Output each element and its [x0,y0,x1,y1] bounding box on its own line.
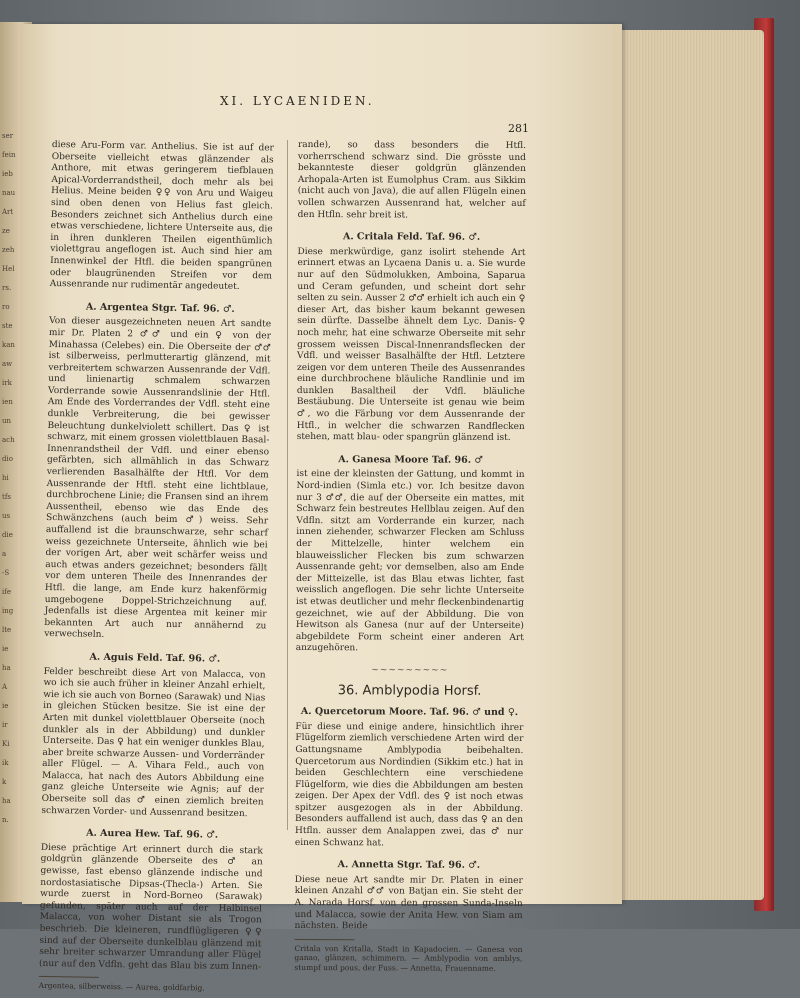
left-page-text-fragment: lte [2,626,12,634]
paragraph: diese Aru-Form var. Anthelius. Sie ist auf der Oberseite vielleicht etwas glänzender als Anthore, mit etwas geringerem tiefblauen Apical-Vorderrandstheil, doch mehr als bei Helius. Meine beiden ♀♀ von Aru und Waigeu sind oben denen von Helius fast gleich. Besonders zeichnet sich Anthelius durch eine etwas verschiedene, lichtere Unterseite aus, die in ihren dunkleren Theilen eigenthümlich violettgrau angeflogen ist. Auch sind hier am Innenwinkel der Htfl. die beiden spangrünen oder blaugrünenden Streifen vor dem Aussenrande nur rudimentär angedeutet. [49,140,274,293]
species-heading: A. Critala Feld. Taf. 96. ♂. [342,231,481,243]
column-divider [287,140,288,830]
left-page-text-fragment: ieb [2,170,13,178]
genus-heading: 36. Amblypodia Horsf. [337,682,482,699]
left-page-text-fragment: ie [2,645,9,653]
species-heading: A. Aurea Hew. Taf. 96. ♂. [86,827,219,841]
left-page-text-fragment: us [2,512,11,520]
right-column [294,140,526,977]
paragraph: rande), so dass besonders die Htfl. vorherrschend schwarz sind. Die grösste und bekannteste dieser goldgrün glänzenden Arhopala-Arten ist Eumolphus Cram. aus Sikkim (nicht auch von Java), die auf allen Flügeln einen vollen schwarzen Aussenrand hat, welcher auf den Htfln. sehr breit ist. [297,140,526,221]
paragraph: Diese prächtige Art erinnert durch die stark goldgrün glänzende Oberseite des ♂ an gewisse, fast ebenso glänzende indische und nordostasiatische Dipsas-(Thecla-) Arten. Sie wurde zuerst in Nord-Borneo (Sarawak) gefunden, später auch auf der Halbinsel Malacca, von woher Distant sie als Trogon beschrieb. Die kleineren, rundflügligeren ♀♀ sind auf der Oberseite dunkelblau glänzend mit sehr breiter schwarzer Umrandung aller Flügel (nur auf den Vdfln. geht das Blau bis zum Innen- [38,842,263,973]
footnote: Argentea, silberweiss. — Aurea, goldfarbig. [38,981,205,993]
left-page-text-fragment: ife [2,588,11,596]
paragraph: Für diese und einige andere, hinsichtlich ihrer Flügelform ziemlich verschiedene Arten wird der Gattungsname Amblypodia beibehalten. Quercetorum aus Nordindien (Sikkim etc.) hat in beiden Geschlechtern eine verschiedene Flügelform, wie dies die Abbildungen am besten zeigen. Der Apex der Vdfl. des ♀ ist noch etwas spitzer ausgezogen als in der Abbildung. Besonders auffallend ist auch, dass das ♀ an den Htfln. ausser dem Analappen zwei, das ♂ nur einen Schwanz hat. [294,721,524,849]
paragraph: Von dieser ausgezeichneten neuen Art sandte mir Dr. Platen 2 ♂♂ und ein ♀ von der Minahassa (Celebes) ein. Die Oberseite der ♂♂ ist silberweiss, perlmutterartig glänzend, mit verbreitertem schwarzen Aussenrande der Vdfl. und linienartig schmalem schwarzen Vorderrande sowie Aussenrandslinie der Htfl. Am Ende des Vorderrandes der Vdfl. steht eine dunkle Verbreiterung, die bei gewisser Beleuchtung dunkelviolett schillert. Das ♀ ist schwarz, mit einem grossen violettblauen Basal-Innenrandstheil der Vdfl. und einer ebenso gefärbten, sich allmählich in das Schwarz verlierenden Basalhälfte der Htfl. Vor dem Aussenrande der Htfl. steht eine lichtblaue, durchbrochene Linie; die Fransen sind an ihrem Aussentheil, ebenso wie das Ende des Schwänzchens (auch beim ♂) weiss. Sehr auffallend ist die braunschwarze, sehr scharf weiss gezeichnete Unterseite, ähnlich wie bei der vorigen Art, aber weit schärfer weiss und auch etwas anders gezeichnet; besonders fällt vor dem unteren Theile des Innenrandes der Htfl. die lange, am Ende kurz hakenförmig umgebogene Doppel-Strichzeichnung auf. Jedenfalls ist diese Argentea mit keiner mir bekannten Art auch nur annähernd zu verwechseln. [44,316,272,641]
left-page-text-fragment: -S [2,569,10,577]
left-column [39,140,274,998]
footnote-rule [39,976,99,978]
species-heading: A. Argentea Stgr. Taf. 96. ♂. [85,301,235,315]
left-page-text-fragment: aw [2,360,13,368]
left-page-text-fragment: ha [2,664,11,672]
paragraph: ist eine der kleinsten der Gattung, und kommt in Nord-indien (Simla etc.) vor. Ich besitze davon nur 3 ♂♂, die auf der Oberseite ein mattes, mit Schwarz fein bestreutes Hellblau zeigen. Auf den Vdfln. sitzt am Vorderrande ein kurzer, nach innen ziehender, schwarzer Flecken am Schluss der Mittelzelle, hinter welchem ein blauweisslicher Flecken bis zum schwarzen Aussenrande geht; vor demselben, also am Ende der Mitteizelle, ist das Blau etwas lichter, fast weisslich angeflogen. Die sehr lichte Unterseite ist etwas deutlicher und mehr fleckenbindenartig gezeichnet, wie auf der Abbildung. Die von Hewitson als Ganesa (nur auf der Unterseite) abgebildete Form scheint einer anderen Art anzugehören. [295,469,525,654]
left-page-text-fragment: n. [2,816,9,824]
paragraph: Diese merkwürdige, ganz isolirt stehende Art erinnert etwas an Lycaena Danis u. a. Sie wurde nur auf den Südmolukken, Amboina, Saparua und Ceram gefunden, und scheint dort sehr selten zu sein. Ausser 2 ♂♂ erhielt ich auch ein ♀ dieser Art, das bisher kaum bekannt gewesen sein dürfte. Dasselbe ähnelt dem Lyc. Danis-♀ noch mehr, hat eine schwarze Oberseite mit sehr grossem weissen Discal-Innenrandsflecken der Vdfl. und weisser Basalhälfte der Htfl. Letztere zeigen vor dem unteren Theile des Aussenrandes eine durchbrochene bläuliche Randlinie und im dunklen Basaltheil der Vdfl. bläuliche Bestäubung. Die Unterseite ist genau wie beim ♂, wo die Färbung vor dem Aussenrande der Htfl., in welcher die schwarzen Randflecken stehen, matt blau- oder spangrün glänzend ist. [296,246,526,444]
left-page-text-fragment: k [2,778,7,786]
footnote: Critala von Kritalla, Stadt in Kapadocien. — Ganesa von ganao, glänzen, schimmern. — Amblypodia von amblys, stumpf und pous, der Fuss. — Annetta, Frauenname. [294,943,523,973]
left-page-text-fragment: ir [2,721,8,729]
left-page-text-fragment: Art [2,208,14,216]
left-page-text-fragment: ing [2,607,14,615]
left-page-text-fragment: rs. [2,284,12,292]
left-page-text-fragment: nau [2,189,16,197]
page-stack [612,30,764,900]
left-page-text-fragment: ie [2,702,9,710]
species-heading: A. Annetta Stgr. Taf. 96. ♂. [337,859,481,872]
left-page-text-fragment: die [2,531,13,539]
footnote-rule [295,939,355,940]
left-page-text-fragment: ach [2,436,15,444]
left-page-text-fragment: ser [2,132,14,140]
paragraph: Diese neue Art sandte mir Dr. Platen in einer kleinen Anzahl ♂♂ von Batjan ein. Sie steht der A. Narada Horsf. von den grossen Sunda-Inseln und Malacca, sowie der Anita Hew. von Siam am nächsten. Beide [294,874,523,932]
left-page-text-fragment: tfs [2,493,11,501]
left-page-text-fragment: Hel [2,265,15,273]
species-heading: A. Quercetorum Moore. Taf. 96. ♂ und ♀. [300,706,519,719]
left-page-text-fragment: fein [2,151,16,159]
species-heading: A. Aguis Feld. Taf. 96. ♂. [89,651,221,665]
section-ornament: ~~~~~~~~~ [371,665,449,676]
left-page-text-fragment: ik [2,759,9,767]
left-page-text-fragment: hi [2,474,9,482]
paragraph: Felder beschreibt diese Art von Malacca, von wo ich sie auch früher in kleiner Anzahl erhielt, wie ich sie auch von Borneo (Sarawak) und Nias in gleichen Stücken besitze. Sie ist eine der Arten mit dunkel violettblauer Oberseite (noch dunkler als in der Abbildung) und dunkler Unterseite. Das ♀ hat ein weniger dunkles Blau, aber breite schwarze Aussen- und Vorderränder aller Flügel. — A. Vihara Feld., auch von Malacca, hat nach des Autors Abbildung eine ganz gleiche Unterseite wie Agnis; auf der Oberseite soll das ♂ einen ziemlich breiten schwarzen Vorder- und Aussenrand besitzen. [41,666,266,819]
left-page-text-fragment: zeh [2,246,15,254]
left-page-text-fragment: ha [2,797,11,805]
left-page-text-fragment: ro [2,303,10,311]
left-page-text-fragment: kan [2,341,15,349]
left-page-text-fragment: ien [2,398,13,406]
left-page-text-fragment: ste [2,322,13,330]
running-header: XI. LYCAENIDEN. [220,94,375,108]
left-page-text-fragment: A [2,683,8,691]
left-page-text-fragment: ze [2,227,10,235]
left-page-text-fragment: a [2,550,7,558]
left-page-text-fragment: dio [2,455,13,463]
left-page-text-fragment: Ki [2,740,10,748]
left-page-text-fragment: irk [2,379,12,387]
left-page-text-fragment: un [2,417,12,425]
species-heading: A. Ganesa Moore Taf. 96. ♂ [338,454,483,466]
page-number: 281 [508,122,529,135]
